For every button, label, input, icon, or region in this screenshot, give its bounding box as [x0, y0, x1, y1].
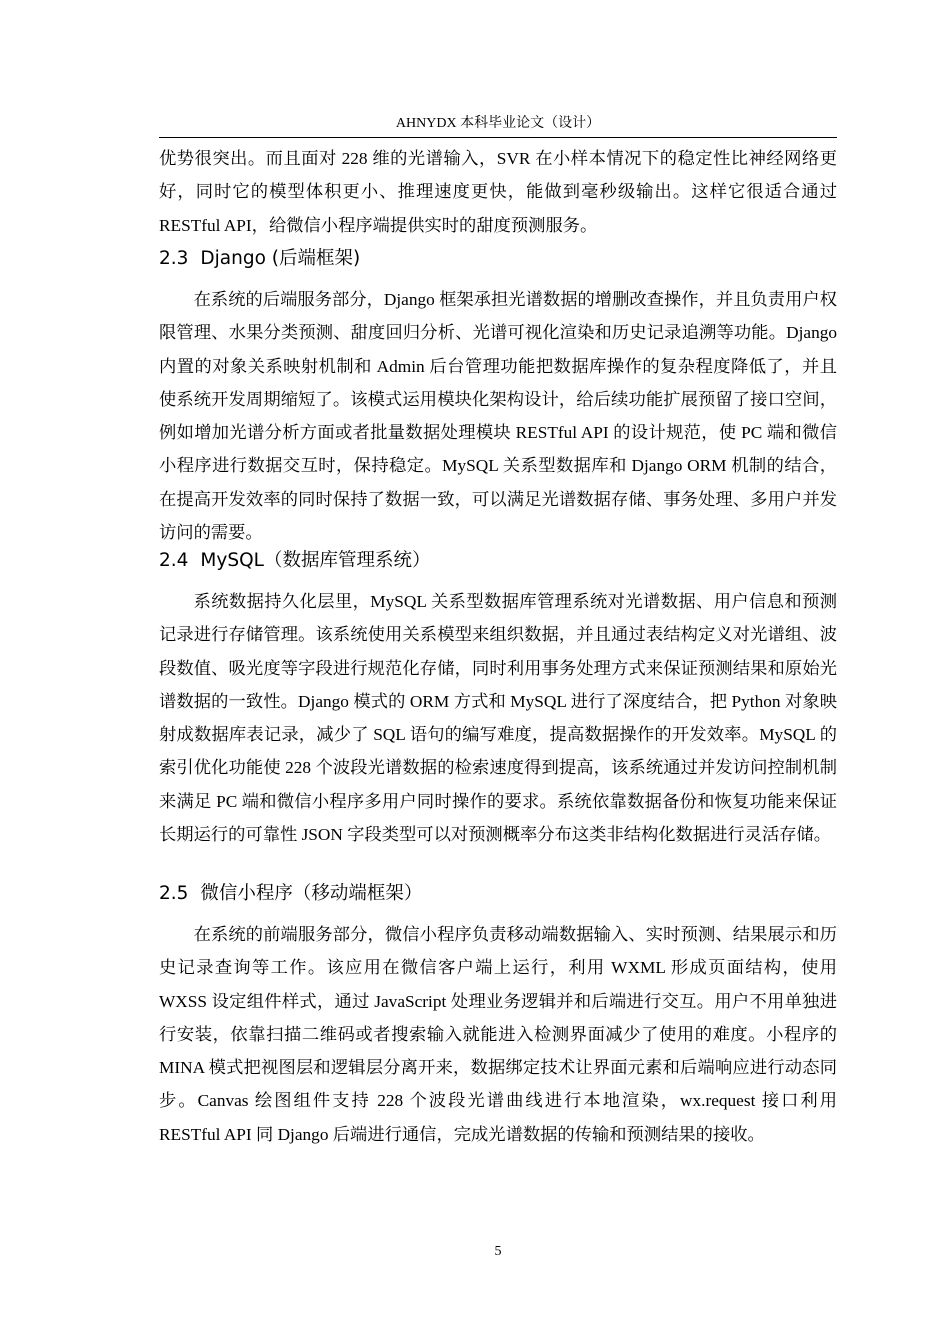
section-body-2-5	[159, 918, 837, 1151]
section-number: 2.4	[159, 550, 189, 571]
page-number: 5	[494, 1244, 502, 1259]
section-heading-2-3	[159, 244, 837, 274]
section-heading-2-5	[159, 879, 837, 909]
section-body-2-3	[159, 283, 837, 549]
section-number: 2.3	[159, 248, 189, 269]
section-number: 2.5	[159, 883, 189, 904]
section-heading-2-4	[159, 546, 837, 576]
running-header: AHNYDX 本科毕业论文（设计）	[395, 116, 601, 131]
header-rule	[159, 137, 837, 138]
continuation-paragraph: 优势很突出。而且面对 228 维的光谱输入，SVR 在小样本情况下的稳定性比神经网络更好，同时它的模型体积更小、推理速度更快，能做到毫秒级输出。这样它很适合通过 RESTful API，给微信小程序端提供实时的甜度预测服务。	[159, 149, 837, 235]
continuation-block	[159, 142, 837, 242]
section-paragraph: 系统数据持久化层里，MySQL 关系型数据库管理系统对光谱数据、用户信息和预测记录进行存储管理。该系统使用关系模型来组织数据，并且通过表结构定义对光谱组、波段数值、吸光度等字段进行规范化存储，同时利用事务处理方式来保证预测结果和原始光谱数据的一致性。Django 模式的 ORM 方式和 MySQL 进行了深度结合，把 Python 对象映射成数据库表记录，减少了 SQL 语句的编写难度，提高数据操作的开发效率。MySQL 的索引优化功能使 228 个波段光谱数据的检索速度得到提高，该系统通过并发访问控制机制来满足 PC 端和微信小程序多用户同时操作的要求。系统依靠数据备份和恢复功能来保证长期运行的可靠性 JSON 字段类型可以对预测概率分布这类非结构化数据进行灵活存储。	[159, 592, 837, 845]
section-title: Django (后端框架)	[200, 248, 361, 269]
section-paragraph: 在系统的后端服务部分，Django 框架承担光谱数据的增删改查操作，并且负责用户权限管理、水果分类预测、甜度回归分析、光谱可视化渲染和历史记录追溯等功能。Django 内置的对象关系映射机制和 Admin 后台管理功能把数据库操作的复杂程度降低了，并且使系统开发周期缩短了。该模式运用模块化架构设计，给后续功能扩展预留了接口空间，例如增加光谱分析方面或者批量数据处理模块 RESTful API 的设计规范，使 PC 端和微信小程序进行数据交互时，保持稳定。MySQL 关系型数据库和 Django ORM 机制的结合，在提高开发效率的同时保持了数据一致，可以满足光谱数据存储、事务处理、多用户并发访问的需要。	[159, 290, 837, 543]
section-title: 微信小程序（移动端框架）	[200, 883, 423, 904]
section-body-2-4	[159, 585, 837, 851]
section-title: MySQL（数据库管理系统）	[200, 550, 431, 571]
section-paragraph: 在系统的前端服务部分，微信小程序负责移动端数据输入、实时预测、结果展示和历史记录查询等工作。该应用在微信客户端上运行，利用 WXML 形成页面结构，使用 WXSS 设定组件样式，通过 JavaScript 处理业务逻辑并和后端进行交互。用户不用单独进行安装，依靠扫描二维码或者搜索输入就能进入检测界面减少了使用的难度。小程序的 MINA 模式把视图层和逻辑层分离开来，数据绑定技术让界面元素和后端响应进行动态同步。Canvas 绘图组件支持 228 个波段光谱曲线进行本地渲染，wx.request 接口利用 RESTful API 同 Django 后端进行通信，完成光谱数据的传输和预测结果的接收。	[159, 925, 837, 1144]
